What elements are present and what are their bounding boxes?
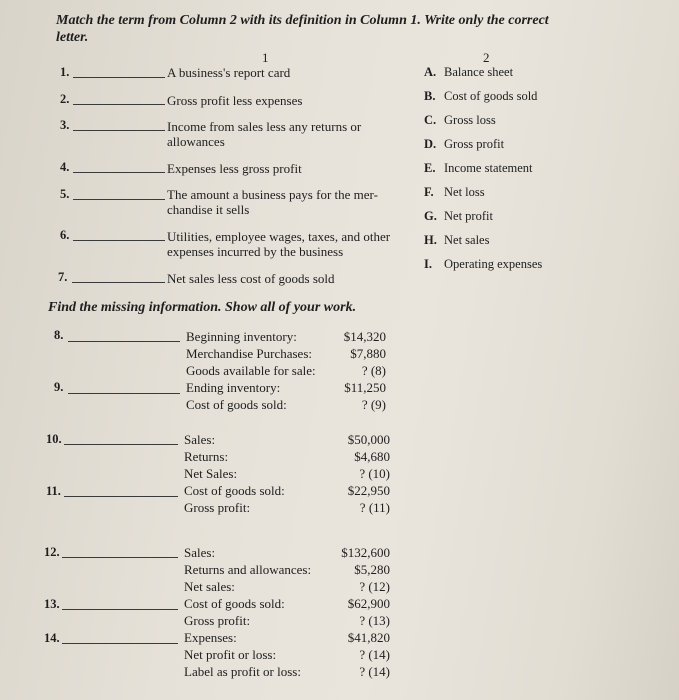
- item-number: 7.: [58, 270, 68, 284]
- answer-blank[interactable]: [64, 444, 178, 445]
- answer-blank[interactable]: [68, 341, 180, 342]
- row-value: ? (14): [359, 664, 390, 679]
- item-number: 9.: [54, 380, 64, 394]
- row-label: Goods available for sale:: [186, 363, 316, 378]
- row-value: $7,880: [350, 346, 386, 361]
- term-letter: C.: [424, 113, 437, 127]
- answer-blank[interactable]: [62, 643, 178, 644]
- term-item: [424, 161, 533, 176]
- row-label: Ending inventory:: [186, 380, 281, 395]
- term-item: [424, 113, 496, 128]
- term-letter: I.: [424, 257, 432, 271]
- item-number: 1.: [60, 65, 70, 79]
- term-item: [424, 185, 485, 200]
- row-label: Gross profit:: [184, 613, 251, 628]
- term-letter: D.: [424, 137, 437, 151]
- answer-blank[interactable]: [62, 557, 178, 558]
- row-value: $11,250: [344, 380, 386, 395]
- row-value: $132,600: [341, 545, 390, 560]
- answer-blank[interactable]: [72, 282, 165, 283]
- definition: A business's report card: [167, 65, 291, 80]
- term-item: [424, 257, 542, 272]
- definition: The amount a business pays for the mer- chandise it sells: [167, 187, 378, 217]
- term-letter: G.: [424, 209, 437, 223]
- row-value: $62,900: [347, 596, 390, 611]
- term-item: [424, 65, 513, 80]
- row-label: Net Sales:: [184, 466, 238, 481]
- row-label: Returns:: [184, 449, 229, 464]
- row-value: ? (12): [359, 579, 390, 594]
- term-item: [424, 233, 489, 248]
- row-label: Sales:: [184, 432, 216, 447]
- definition: Income from sales less any returns or allowances: [167, 119, 362, 149]
- term-letter: H.: [424, 233, 437, 247]
- term-text: Cost of goods sold: [444, 89, 538, 103]
- definition: Expenses less gross profit: [167, 161, 302, 176]
- row-value: ? (9): [361, 397, 386, 412]
- term-letter: F.: [424, 185, 434, 199]
- row-label: Net profit or loss:: [184, 647, 277, 662]
- answer-blank[interactable]: [73, 172, 165, 173]
- term-text: Net sales: [444, 233, 490, 247]
- row-label: Cost of goods sold:: [186, 397, 287, 412]
- term-letter: A.: [424, 65, 437, 79]
- column1-header: 1: [262, 50, 269, 65]
- item-number: 2.: [60, 92, 70, 106]
- term-text: Balance sheet: [444, 65, 514, 79]
- row-value: ? (8): [361, 363, 386, 378]
- answer-blank[interactable]: [73, 104, 165, 105]
- row-label: Expenses:: [184, 630, 237, 645]
- answer-blank[interactable]: [62, 609, 178, 610]
- row-label: Returns and allowances:: [184, 562, 312, 577]
- term-text: Income statement: [444, 161, 533, 175]
- term-text: Net loss: [444, 185, 485, 199]
- answer-blank[interactable]: [64, 496, 178, 497]
- definition: Net sales less cost of goods sold: [167, 271, 335, 286]
- definition: Gross profit less expenses: [167, 93, 303, 108]
- item-number: 12.: [44, 545, 60, 559]
- term-text: Net profit: [444, 209, 493, 223]
- section2-title: Find the missing information. Show all of your work.: [48, 300, 357, 315]
- row-value: $14,320: [343, 329, 386, 344]
- term-text: Gross profit: [444, 137, 505, 151]
- answer-blank[interactable]: [73, 130, 165, 131]
- row-label: Label as profit or loss:: [184, 664, 301, 679]
- instructions: Match the term from Column 2 with its definition in Column 1. Write only the correct letter.: [56, 13, 549, 45]
- item-number: 13.: [44, 597, 60, 611]
- answer-blank[interactable]: [73, 77, 165, 78]
- item-number: 10.: [46, 432, 62, 446]
- row-label: Beginning inventory:: [186, 329, 297, 344]
- item-number: 14.: [44, 631, 60, 645]
- row-value: ? (11): [359, 500, 390, 515]
- item-number: 3.: [60, 118, 70, 132]
- term-item: [424, 209, 493, 224]
- row-value: ? (14): [359, 647, 390, 662]
- row-label: Merchandise Purchases:: [186, 346, 312, 361]
- row-label: Cost of goods sold:: [184, 483, 285, 498]
- row-value: ? (13): [359, 613, 390, 628]
- row-value: ? (10): [359, 466, 390, 481]
- answer-blank[interactable]: [73, 240, 165, 241]
- row-value: $22,950: [347, 483, 390, 498]
- row-value: $5,280: [354, 562, 390, 577]
- row-value: $50,000: [347, 432, 390, 447]
- row-label: Gross profit:: [184, 500, 251, 515]
- term-text: Gross loss: [444, 113, 496, 127]
- term-item: [424, 137, 504, 152]
- row-label: Net sales:: [184, 579, 235, 594]
- term-item: [424, 89, 537, 104]
- column2-header: 2: [483, 50, 490, 65]
- item-number: 5.: [60, 187, 70, 201]
- item-number: 11.: [46, 484, 61, 498]
- row-value: $4,680: [354, 449, 390, 464]
- answer-blank[interactable]: [68, 393, 180, 394]
- answer-blank[interactable]: [73, 199, 165, 200]
- term-letter: B.: [424, 89, 436, 103]
- item-number: 6.: [60, 228, 70, 242]
- definition: Utilities, employee wages, taxes, and other expenses incurred by the business: [167, 229, 391, 259]
- row-label: Sales:: [184, 545, 216, 560]
- row-value: $41,820: [347, 630, 390, 645]
- item-number: 4.: [60, 160, 70, 174]
- term-text: Operating expenses: [444, 257, 543, 271]
- item-number: 8.: [54, 328, 64, 342]
- row-label: Cost of goods sold:: [184, 596, 285, 611]
- term-letter: E.: [424, 161, 436, 175]
